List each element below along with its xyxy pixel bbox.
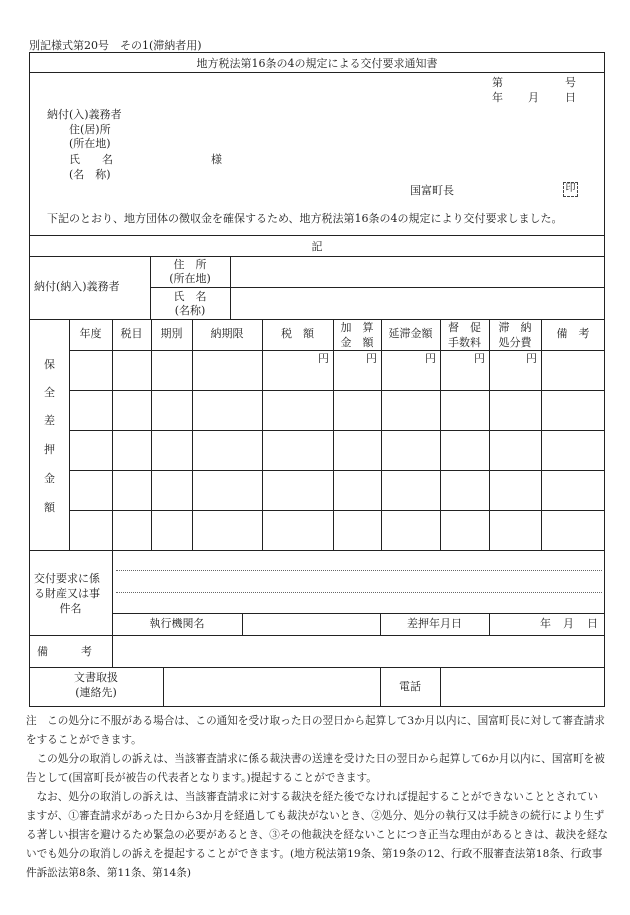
remarks-label: 備 考 <box>37 645 92 658</box>
honorific: 様 <box>211 153 222 166</box>
payer-location: (所在地) <box>169 272 211 285</box>
side-label-1: 保 <box>44 358 55 371</box>
contact-label-2: (連絡先) <box>75 686 117 699</box>
unit-disposal: 円 <box>526 352 537 365</box>
addressee-name-alt: (名 称) <box>69 168 111 181</box>
seizure-date-label: 差押年月日 <box>407 617 462 630</box>
issuer-name: 国富町長 <box>410 184 454 197</box>
note-3: なお、処分の取消しの訴えは、当該審査請求に対する裁決を経た後でなければ提起することができないこととされていますが、①審査請求があった日から3か月を経過しても裁決がないとき、②処分、処分の執行又は手続きの続行により生ずる著しい損害を避けるため緊急の必要があるとき、③その他裁決を経ないことにつき正当な理由があるときは、裁決を経ないでも処分の取消しの訴えを提起することができます。(地方税法第19条、第19条の12、行政不服審査法第18条、行政事件訴訟法第8条、第11条、第14条) <box>26 791 609 879</box>
addressee-location: (所在地) <box>69 137 111 150</box>
unit-fee: 円 <box>474 352 485 365</box>
form-frame <box>29 52 605 707</box>
form-title: 地方税法第16条の4の規定による交付要求通知書 <box>196 57 438 70</box>
side-label-5: 金 <box>44 472 55 485</box>
seizure-year: 年 <box>540 617 551 630</box>
seizure-day: 日 <box>587 617 598 630</box>
col-fee-1: 督 促 <box>448 321 481 334</box>
col-additional-2: 金 額 <box>340 336 374 349</box>
col-additional-1: 加 算 <box>340 321 374 334</box>
col-remarks: 備 考 <box>556 327 590 340</box>
col-disposal-1: 滞 納 <box>498 321 532 334</box>
number-suffix: 号 <box>565 76 576 89</box>
col-period: 期別 <box>160 327 183 340</box>
side-label-4: 押 <box>44 443 55 456</box>
unit-tax: 円 <box>318 352 329 365</box>
year-label: 年 <box>492 91 503 104</box>
seizure-month: 月 <box>563 617 574 630</box>
side-label-3: 差 <box>44 414 55 427</box>
payer-label: 納付(納入)義務者 <box>34 280 120 293</box>
payer-name-alt: (名称) <box>174 304 206 317</box>
property-label-3: 件名 <box>59 602 82 615</box>
day-label: 日 <box>565 91 576 104</box>
property-label-1: 交付要求に係 <box>34 572 100 585</box>
col-year: 年度 <box>79 327 102 340</box>
form-id: 別記様式第20号 その1(滞納者用) <box>29 39 202 52</box>
contact-label-1: 文書取扱 <box>74 671 118 684</box>
unit-delinquency: 円 <box>425 352 436 365</box>
payer-name: 氏 名 <box>173 290 207 303</box>
col-tax-item: 税目 <box>120 327 143 340</box>
month-label: 月 <box>528 91 539 104</box>
note-2: この処分の取消しの訴えは、当該審査請求に係る裁決書の送達を受けた日の翌日から起算して6か月以内に、国富町を被告として(国富町長が被告の代表者となります。)提起することができます。 <box>26 753 605 784</box>
col-fee-2: 手数料 <box>448 336 481 349</box>
addressee-role: 納付(入)義務者 <box>47 108 122 121</box>
exec-agency-label: 執行機関名 <box>149 617 205 630</box>
unit-additional: 円 <box>366 352 377 365</box>
addressee-address: 住(居)所 <box>69 123 111 136</box>
col-due: 納期限 <box>210 327 244 340</box>
intro-text: 下記のとおり、地方団体の徴収金を確保するため、地方税法第16条の4の規定により交付要求しました。 <box>47 212 563 225</box>
side-label-6: 額 <box>44 501 55 514</box>
addressee-name: 氏 名 <box>69 153 113 166</box>
col-disposal-2: 処分費 <box>498 336 532 349</box>
note-1: 注 この処分に不服がある場合は、この通知を受け取った日の翌日から起算して3か月以内に、国富町長に対して審査請求をすることができます。 <box>26 715 605 746</box>
side-label-2: 全 <box>44 386 55 399</box>
payer-address: 住 所 <box>173 258 207 271</box>
col-tax: 税 額 <box>281 327 314 340</box>
number-label: 第 <box>492 76 503 89</box>
ki-label: 記 <box>311 240 323 253</box>
phone-label: 電話 <box>399 680 421 693</box>
seal-mark: 印 <box>563 182 578 197</box>
property-label-2: る財産又は事 <box>34 587 100 600</box>
col-delinquency: 延滞金額 <box>388 327 433 340</box>
